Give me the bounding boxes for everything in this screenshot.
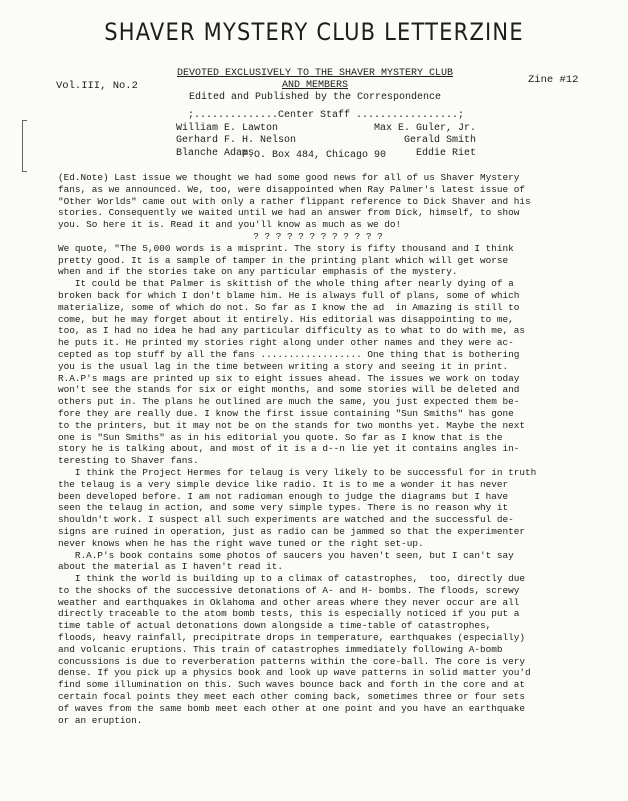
volume-number: Vol.III, No.2 bbox=[56, 80, 138, 92]
publication-header bbox=[120, 68, 510, 104]
staff-row bbox=[176, 123, 476, 136]
header-line-3: Edited and Published by the Correspondence bbox=[188, 92, 442, 103]
masthead-title: SHAVER MYSTERY CLUB LETTERZINE bbox=[104, 18, 524, 46]
editor-note-paragraph: (Ed.Note) Last issue we thought we had some good news for all of us Shaver Mystery fans, as we announced. We, too, were disappointed when Ray Palmer's latest issue of "Other Worlds" came out with only a rather flippant reference to Dick Shaver and his stories. Consequently we waited until we had an answer from Dick, himself, to show you. So here it is. Read it and you'll know as much as we do! bbox=[58, 172, 531, 231]
letter-body bbox=[58, 172, 578, 726]
quoted-letter-paragraph: We quote, "The 5,000 words is a misprint. The story is fifty thousand and I think pretty good. It is a sample of tamper in the printing plant which will get worse when and if the stories take on any particular emphasis of the mystery. It could be that Palmer is skittish of the whole thing after nearly dying of a broken back for which I don't blame him. He is always full of plans, some of which materialize, some of which do not. So far as I know the ad in Amazing is still to come, but he may forget about it entirely. His editorial was disappointing to me, too, as I had no idea he had any particular difficulty as to what to do with me, as he puts it. He printed my stories right along under other names and they were ac- cepted as top stuff by all the fans .................. One thing that is bothering you is the usual lag in the time between writing a story and seeing it in print. R.A.P's mags are printed up six to eight issues ahead. The issues we work on today won't see the stands for six or eight months, and some stories will be deleted and others put in. The plans he outlined are much the same, you just expected them be- fore they are really due. I know the first issue containing "Sun Smiths" has gone to the printers, but it may not be on the stands for two months yet. Maybe the next one is "Sun Smiths" as in his editorial you quote. So far as I know that is the story he is talking about, and most of it is a d--n lie yet it contains angles in- teresting to Shaver fans. bbox=[58, 242, 525, 467]
staff-name: Blanche Adams bbox=[176, 147, 255, 159]
staff-name: Gerald Smith bbox=[403, 135, 476, 146]
staff-name: William E. Lawton bbox=[176, 122, 279, 134]
header-line-2: AND MEMBERS bbox=[281, 80, 348, 91]
staff-name: Max E. Guler, Jr. bbox=[373, 122, 476, 134]
mailing-address: P.O. Box 484, Chicago 90 bbox=[241, 150, 387, 161]
margin-mark bbox=[22, 120, 27, 172]
staff-name: Eddie Riet bbox=[415, 147, 476, 159]
quoted-letter-paragraph: I think the Project Hermes for telaug is very likely to be successful for in truth the telaug is a very simple device like radio. It is to me a wonder it has never been developed before. I am not radioman enough to judge the diagrams but I have seen the telaug in action, and some very simple types. There is no reason why it shouldn't work. I suspect all such experiments are watched and the successful de- signs are ruined in operation, just as radio can be jammed so that the experimenter never knows when he has the right wave tuned or the right set-up. R.A.P's book contains some photos of saucers you haven't seen, but I can't say about the material as I haven't read it. I think the world is building up to a climax of catastrophes, too, directly due to the shocks of the successive detonations of A- and H- bombs. The floods, screwy weather and earthquakes in Oklahoma and other areas where they never occur are all directly traceable to the atom bomb tests, this is especially noticed if you put a time table of actual detonations down alongside a time-table of catastrophes, floods, heavy rainfall, precipitrate drops in temperature, earthquakes (especially) and volcanic eruptions. This train of catastrophes immediately following A-bomb concussions is due to reverberation patterns within the core-ball. The core is very dense. If you pick up a physics book and look up wave patterns in solid matter you'd find some illumination on this. Such waves bounce back and forth in the core and at certain focal points they meet each other coming back, sometimes three or four sets of waves from the same bomb meet each other at one point and you have an earthquake or an eruption. bbox=[58, 466, 537, 726]
staff-name: Gerhard F. H. Nelson bbox=[176, 135, 297, 146]
staff-row bbox=[176, 135, 476, 148]
center-staff-heading: ;..............Center Staff .................; bbox=[187, 110, 465, 121]
zine-number: Zine #12 bbox=[528, 74, 579, 86]
header-line-1: DEVOTED EXCLUSIVELY TO THE SHAVER MYSTERY CLUB bbox=[176, 68, 454, 79]
question-marks-divider: ? ? ? ? ? ? ? ? ? ? ? ? bbox=[253, 230, 383, 242]
